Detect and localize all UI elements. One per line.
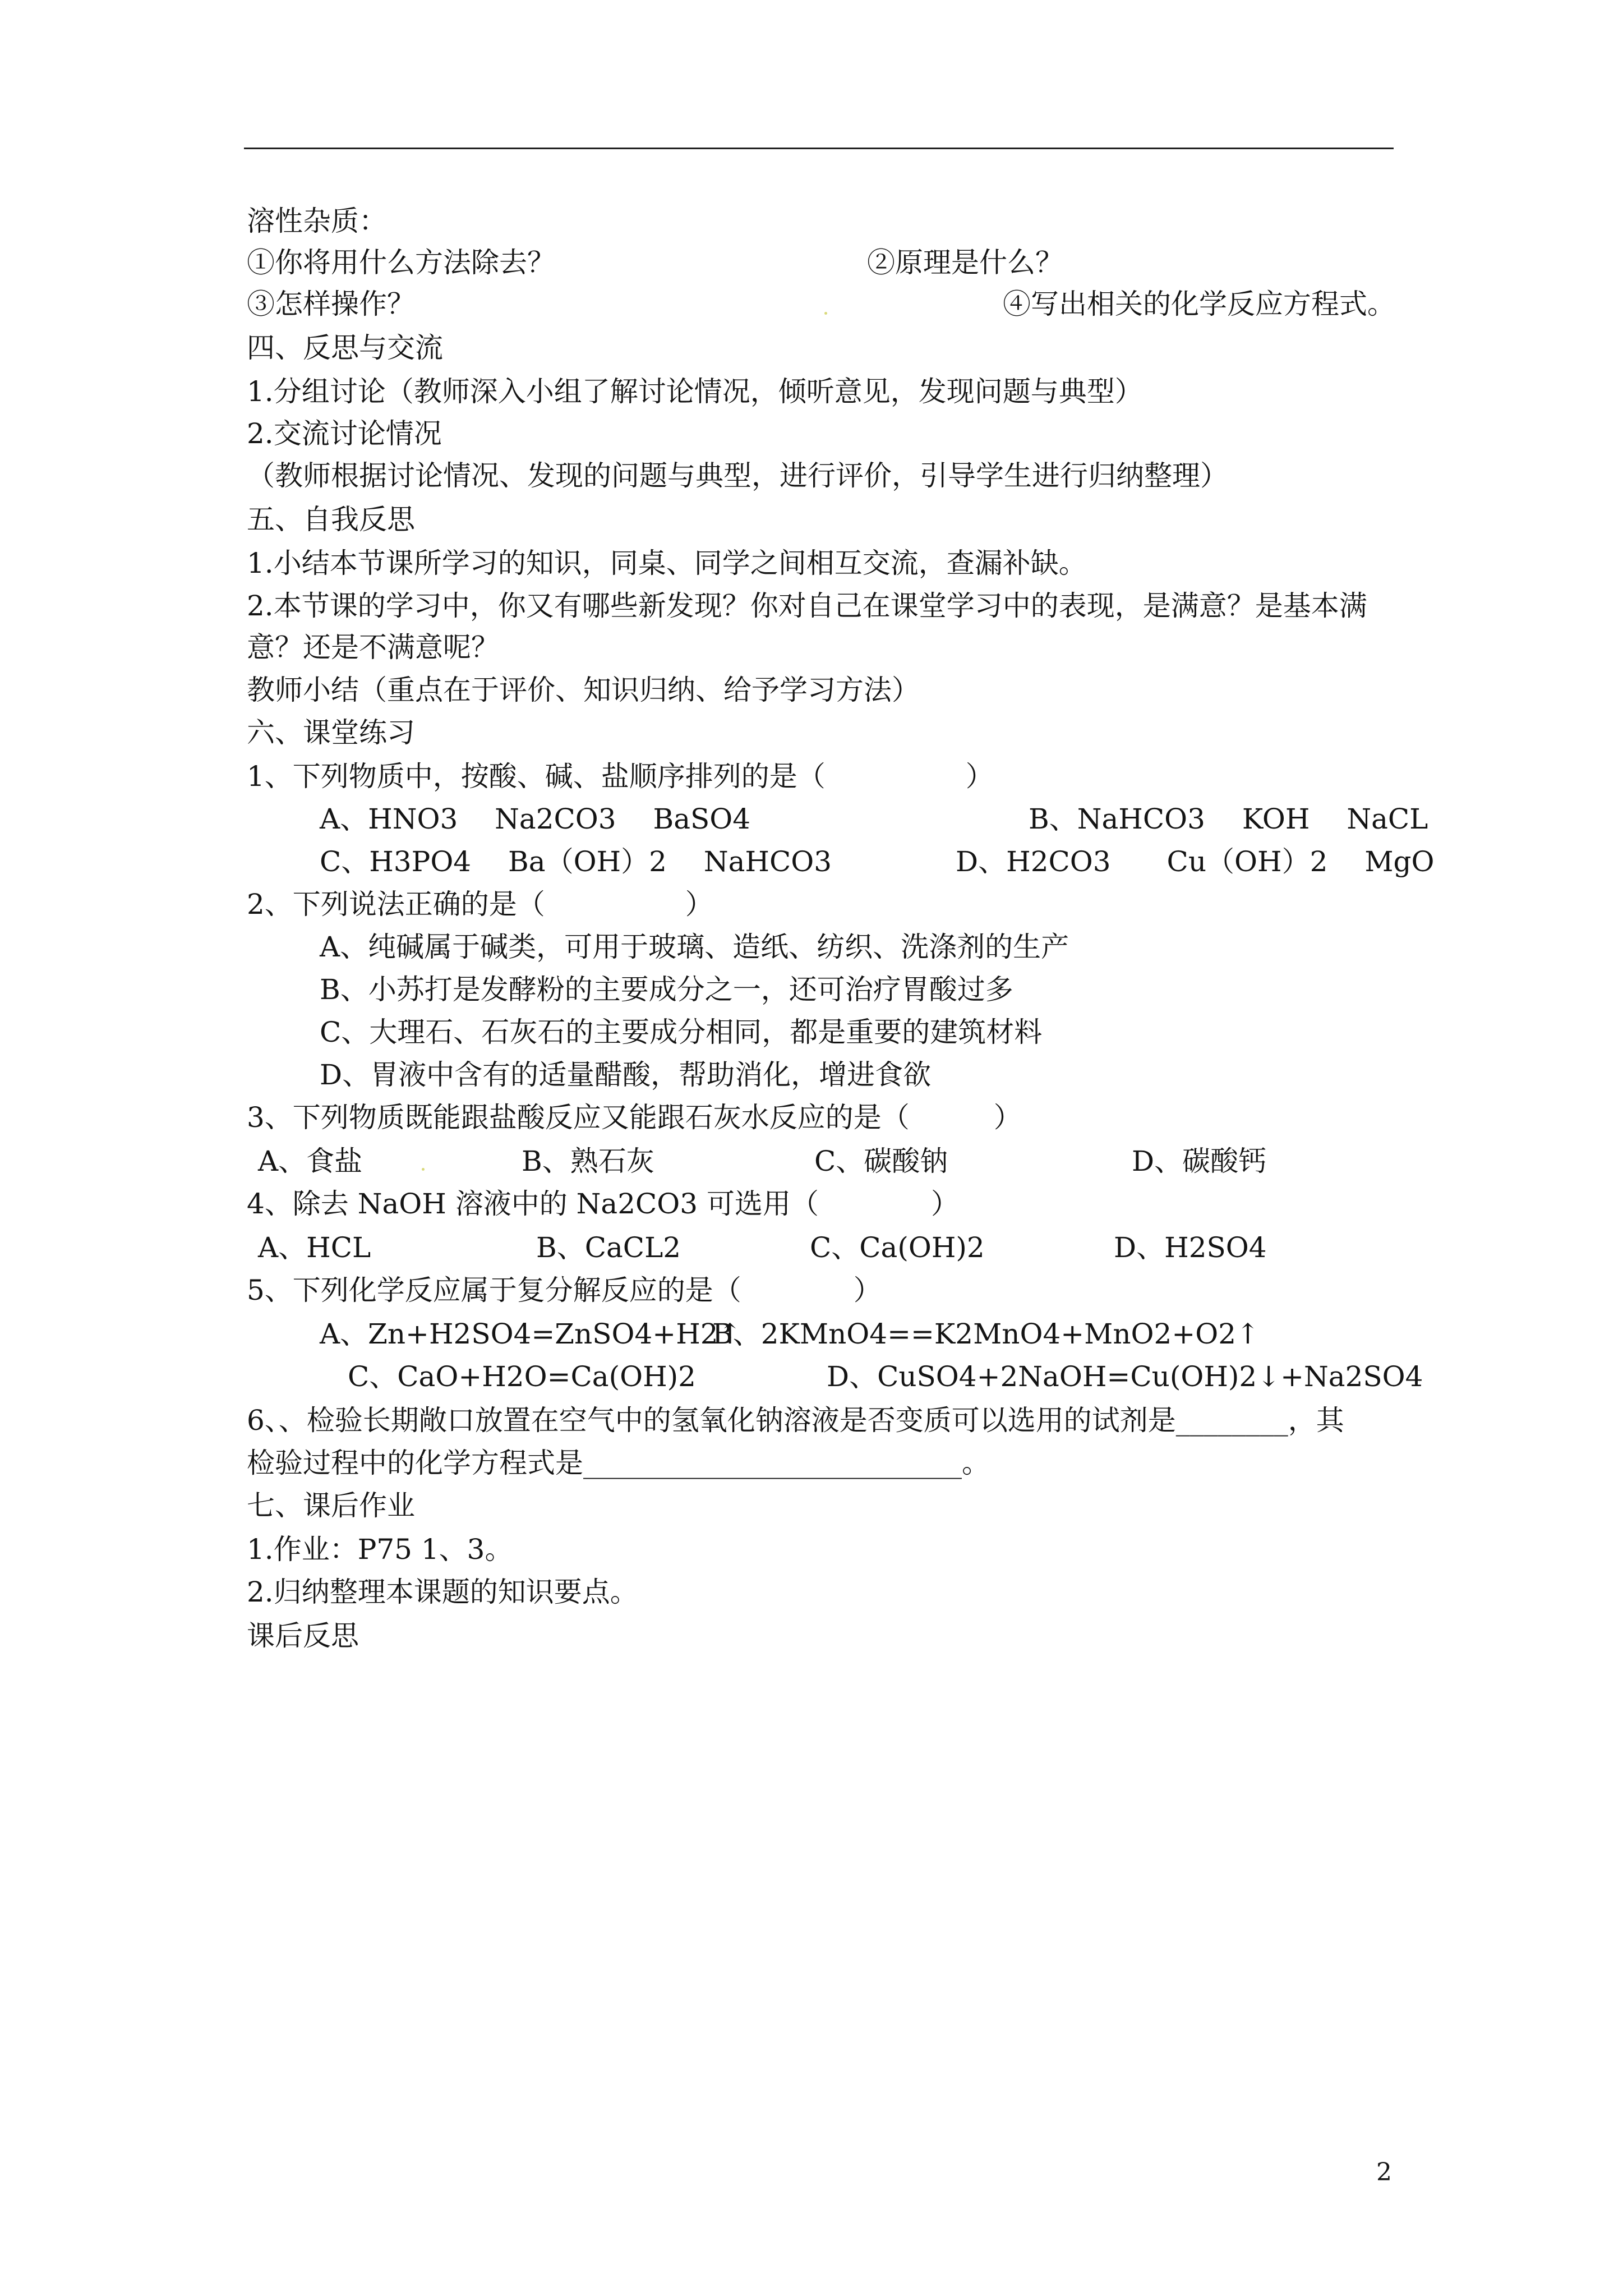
page-number: 2 <box>1376 2158 1392 2187</box>
option-2d: D、胃液中含有的适量醋酸，帮助消化，增进食欲 <box>320 1059 932 1091</box>
option-1a: A、HNO3 Na2CO3 BaSO4 <box>320 803 751 835</box>
option-2b: B、小苏打是发酵粉的主要成分之一，还可治疗胃酸过多 <box>320 973 1013 1006</box>
question-3: 3、下列物质既能跟盐酸反应又能跟石灰水反应的是（ ） <box>247 1101 1022 1134</box>
text-line: 2.本节课的学习中，你又有哪些新发现？你对自己在课堂学习中的表现，是满意？是基本满 <box>247 590 1367 622</box>
question-2: 2、下列说法正确的是（ ） <box>247 888 713 921</box>
text-line: 溶性杂质： <box>247 205 387 237</box>
option-1d: D、H2CO3 Cu（OH）2 MgO <box>956 845 1435 878</box>
option-1c: C、H3PO4 Ba（OH）2 NaHCO3 <box>320 845 832 878</box>
option-4a: A、HCL <box>258 1231 371 1264</box>
speck <box>422 1168 425 1171</box>
option-5c: C、CaO+H2O=Ca(OH)2 <box>348 1360 696 1393</box>
option-5b: B、2KMnO4==K2MnO4+MnO2+O2↑ <box>712 1318 1260 1350</box>
question-1: 1、下列物质中，按酸、碱、盐顺序排列的是（ ） <box>247 760 994 793</box>
option-3b: B、熟石灰 <box>522 1145 654 1177</box>
text-line: 意？还是不满意呢？ <box>247 631 499 664</box>
option-3a: A、食盐 <box>258 1145 363 1177</box>
text-line: 1.小结本节课所学习的知识，同桌、同学之间相互交流，查漏补缺。 <box>247 547 1087 579</box>
text-line: ①你将用什么方法除去？ <box>247 246 555 279</box>
text-line: 1.作业：P75 1、3。 <box>247 1533 513 1566</box>
option-5d: D、CuSO4+2NaOH=Cu(OH)2↓+Na2SO4 <box>827 1360 1423 1393</box>
section-heading: 四、反思与交流 <box>247 332 443 364</box>
option-4c: C、Ca(OH)2 <box>810 1231 985 1264</box>
question-5: 5、下列化学反应属于复分解反应的是（ ） <box>247 1274 882 1306</box>
speck <box>824 312 827 315</box>
text-line: ②原理是什么？ <box>867 246 1063 279</box>
section-heading: 六、课堂练习 <box>247 716 415 749</box>
option-5a: A、Zn+H2SO4=ZnSO4+H2↑ <box>320 1318 742 1350</box>
option-1b: B、NaHCO3 KOH NaCL <box>1029 803 1428 835</box>
question-6: 6、、检验长期敞口放置在空气中的氢氧化钠溶液是否变质可以选用的试剂是________，其 <box>247 1404 1344 1437</box>
option-2a: A、纯碱属于碱类，可用于玻璃、造纸、纺织、洗涤剂的生产 <box>320 931 1069 963</box>
option-4b: B、CaCL2 <box>536 1231 681 1264</box>
text-line: 课后反思 <box>247 1619 359 1652</box>
text-line: ③怎样操作？ <box>247 288 415 320</box>
text-line: 教师小结（重点在于评价、知识归纳、给予学习方法） <box>247 674 920 706</box>
text-line: 2.归纳整理本课题的知识要点。 <box>247 1576 638 1608</box>
text-line: （教师根据讨论情况、发现的问题与典型，进行评价，引导学生进行归纳整理） <box>247 459 1228 492</box>
text-line: 1.分组讨论（教师深入小组了解讨论情况，倾听意见，发现问题与典型） <box>247 375 1143 408</box>
option-2c: C、大理石、石灰石的主要成分相同，都是重要的建筑材料 <box>320 1016 1043 1048</box>
option-4d: D、H2SO4 <box>1114 1231 1267 1264</box>
section-heading: 七、课后作业 <box>247 1489 415 1522</box>
question-4: 4、除去 NaOH 溶液中的 Na2CO3 可选用（ ） <box>247 1188 959 1220</box>
text-line: ④写出相关的化学反应方程式。 <box>1003 288 1395 320</box>
text-line: 2.交流讨论情况 <box>247 417 442 450</box>
option-3c: C、碳酸钠 <box>814 1145 948 1177</box>
question-6-cont: 检验过程中的化学方程式是___________________________。 <box>247 1447 990 1479</box>
section-heading: 五、自我反思 <box>247 503 415 536</box>
header-rule <box>244 148 1394 149</box>
option-3d: D、碳酸钙 <box>1132 1145 1267 1177</box>
